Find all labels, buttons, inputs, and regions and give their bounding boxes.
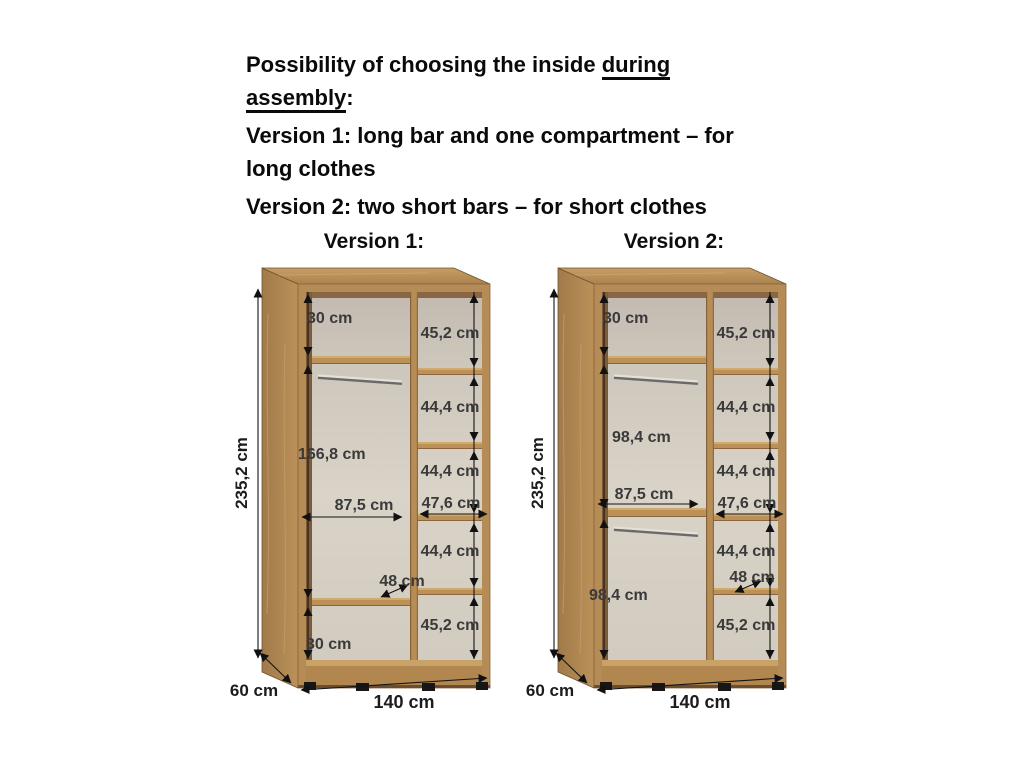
v1-label-right-col-width: 47,6 cm bbox=[421, 495, 481, 512]
v1-label-height: 235,2 cm bbox=[232, 437, 251, 509]
version1-heading: Version 1: bbox=[323, 230, 425, 253]
v2-label-right-2: 44,4 cm bbox=[716, 399, 776, 416]
v2-label-width: 140 cm bbox=[669, 692, 731, 712]
v2-label-top-compartment: 30 cm bbox=[603, 310, 649, 327]
v2-label-right-5: 45,2 cm bbox=[716, 617, 776, 634]
underlined-word-assembly: assembly bbox=[246, 85, 346, 113]
wardrobe-version-1 bbox=[230, 268, 490, 712]
v1-label-right-1: 45,2 cm bbox=[420, 325, 480, 342]
v2-label-right-3: 44,4 cm bbox=[716, 463, 776, 480]
v1-label-right-3: 44,4 cm bbox=[420, 463, 480, 480]
v1-label-shelf-depth: 48 cm bbox=[379, 573, 425, 590]
v1-label-right-5: 45,2 cm bbox=[420, 617, 480, 634]
intro-line2-colon: : bbox=[346, 85, 354, 110]
v2-label-shelf-depth: 48 cm bbox=[729, 569, 775, 586]
v2-label-inner-width: 87,5 cm bbox=[614, 486, 674, 503]
v2-label-right-1: 45,2 cm bbox=[716, 325, 776, 342]
v1-bottom-left-shelf bbox=[312, 598, 410, 606]
v1-label-top-compartment: 30 cm bbox=[307, 310, 353, 327]
intro-version1-line2: long clothes bbox=[246, 156, 376, 181]
version2-heading: Version 2: bbox=[623, 230, 725, 253]
wardrobe-version-2 bbox=[526, 268, 786, 712]
intro-line1-text: Possibility of choosing the inside bbox=[246, 52, 602, 77]
v2-label-lower-space: 98,4 cm bbox=[589, 587, 648, 604]
v1-label-depth: 60 cm bbox=[229, 681, 279, 700]
v2-label-right-col-width: 47,6 cm bbox=[717, 495, 777, 512]
underlined-word-during: during bbox=[602, 52, 670, 80]
v2-label-depth: 60 cm bbox=[525, 681, 575, 700]
v1-label-inner-width: 87,5 cm bbox=[334, 497, 394, 514]
v2-label-height: 235,2 cm bbox=[528, 437, 547, 509]
v1-label-bottom-compartment: 30 cm bbox=[306, 636, 352, 653]
v1-label-width: 140 cm bbox=[373, 692, 435, 712]
v1-label-right-4: 44,4 cm bbox=[420, 543, 480, 560]
intro-version2-line: Version 2: two short bars – for short clothes bbox=[246, 194, 707, 219]
v2-label-right-4: 44,4 cm bbox=[716, 543, 776, 560]
v1-label-right-2: 44,4 cm bbox=[420, 399, 480, 416]
v1-label-long-space: 166,8 cm bbox=[298, 446, 366, 463]
intro-version1-line1: Version 1: long bar and one compartment – for bbox=[246, 123, 734, 148]
v2-label-upper-space: 98,4 cm bbox=[612, 429, 671, 446]
v2-middle-shelf bbox=[608, 508, 706, 517]
